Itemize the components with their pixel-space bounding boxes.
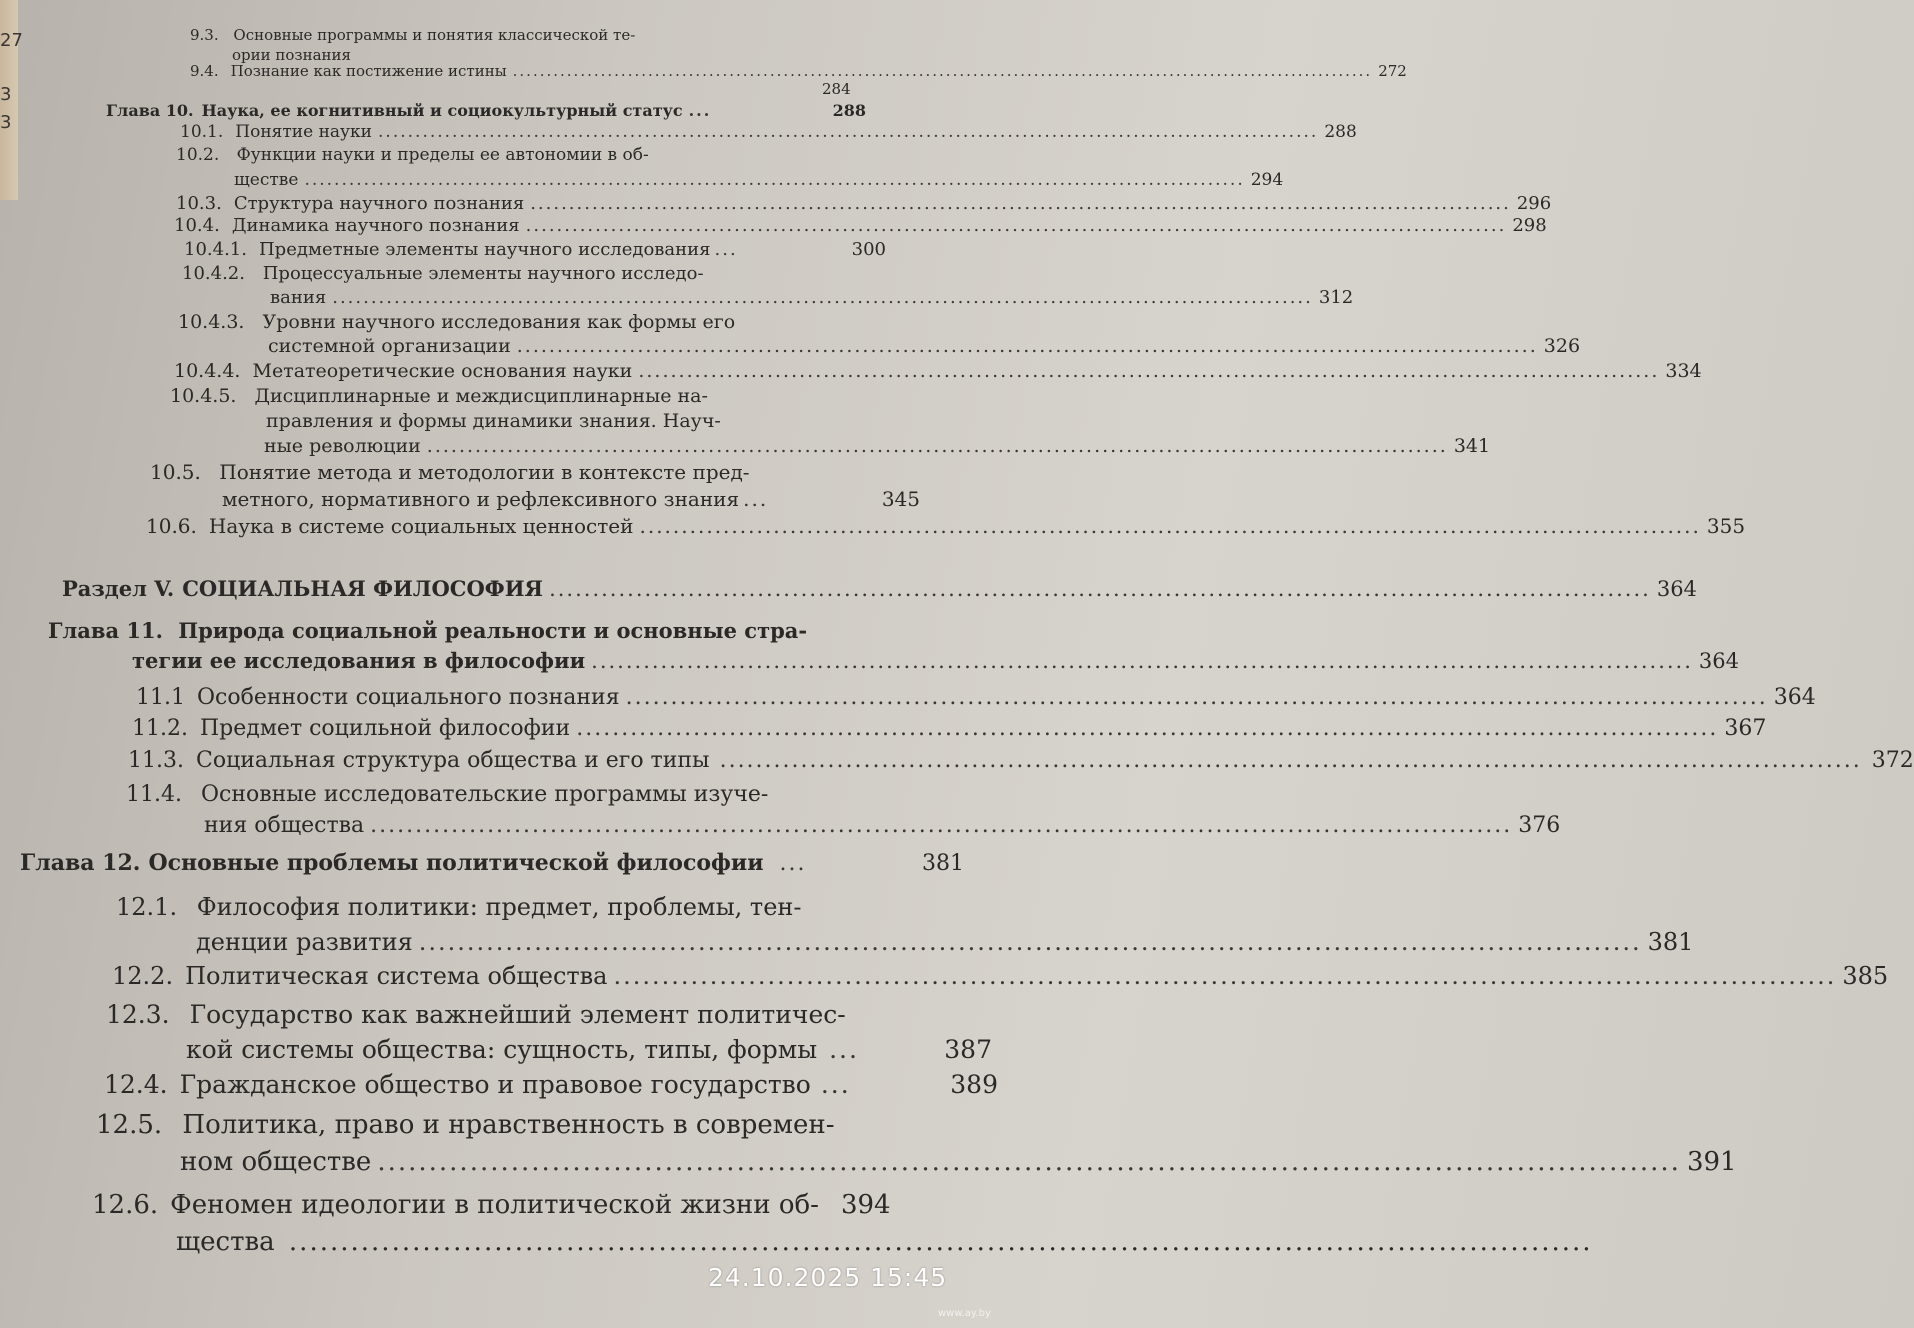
dot-leader: ............................................................................................................................... <box>377 1147 1681 1177</box>
dot-leader: ............................................................................................................................... <box>332 287 1313 308</box>
chapter-title-continued: тегии ее исследования в философии <box>132 648 586 673</box>
margin-mark: 3 <box>0 84 12 105</box>
page-number: 381 <box>922 851 964 876</box>
entry-title: Функции науки и пределы ее автономии в об- <box>236 145 649 165</box>
dot-leader: ............................................................................................................................... <box>418 928 1642 956</box>
entry-title-continued: ории познания <box>232 46 352 64</box>
toc-entry-10-4-3-cont <box>268 335 1581 357</box>
toc-entry-10-4-1 <box>184 239 886 260</box>
entry-number: 10.6. <box>146 514 197 538</box>
page-number: 389 <box>950 1070 998 1099</box>
chapter-title: Основные проблемы политической философии <box>148 850 764 876</box>
toc-entry-10-5-cont <box>222 487 920 511</box>
entry-title: Особенности социального познания <box>196 685 620 710</box>
entry-title: Структура научного познания <box>233 193 525 214</box>
entry-number: 11.1 <box>136 685 185 710</box>
toc-entry-11-1 <box>136 685 1816 710</box>
toc-entry-10-2-cont <box>234 170 1284 190</box>
entry-title: Понятие метода и методологии в контексте пред- <box>219 460 750 484</box>
entry-title-continued: правления и формы динамики знания. Науч- <box>266 410 721 432</box>
entry-number: 11.3. <box>128 748 184 773</box>
entry-number: 11.4. <box>126 782 182 807</box>
entry-title: Предметные элементы научного исследования <box>258 239 711 260</box>
toc-chapter-12 <box>20 850 964 876</box>
entry-number: 9.4. <box>190 62 219 80</box>
chapter-label: Глава 10. <box>106 101 194 120</box>
chapter-title: Природа социальной реальности и основные стра- <box>178 618 808 643</box>
toc-entry-12-2 <box>112 962 1889 990</box>
entry-title: Основные исследовательские программы изуче- <box>200 782 769 807</box>
entry-number: 10.2. <box>176 145 220 165</box>
entry-title: Политическая система общества <box>185 962 608 990</box>
page-number: 294 <box>1250 170 1284 190</box>
entry-title: Уровни научного исследования как формы его <box>262 311 736 333</box>
toc-entry-11-4 <box>126 782 768 807</box>
margin-mark: 3 <box>0 112 12 133</box>
entry-title-continued: кой системы общества: сущность, типы, формы <box>186 1035 818 1064</box>
chapter-title: Наука, ее когнитивный и социокультурный статус <box>201 101 683 120</box>
dot-leader: ............................................................................................................................... <box>304 170 1245 190</box>
dot-leader: ............................................................................................................................... <box>512 62 1373 80</box>
dot-leader: ............................................................................................................................... <box>639 514 1701 538</box>
dot-leader: ... <box>779 851 807 876</box>
entry-number: 12.6. <box>92 1190 159 1220</box>
toc-entry-12-6-cont <box>176 1227 1593 1257</box>
page-number: 394 <box>840 1190 891 1220</box>
entry-title: Дисциплинарные и междисциплинарные на- <box>254 385 708 407</box>
entry-number: 11.2. <box>132 716 188 741</box>
toc-entry-10-6 <box>146 514 1746 538</box>
page-number: 355 <box>1706 514 1746 538</box>
entry-title-continued: ные революции <box>264 435 421 457</box>
toc-chapter-10 <box>106 101 866 120</box>
dot-leader: ............................................................................................................................... <box>426 435 1448 457</box>
page-number: 345 <box>881 487 920 511</box>
page-number: 300 <box>851 239 886 260</box>
chapter-label: Глава 12. <box>20 850 141 876</box>
dot-leader: ... <box>829 1035 859 1064</box>
toc-entry-10-4-2 <box>182 263 704 284</box>
page-number: 391 <box>1686 1147 1737 1177</box>
entry-title-continued: метного, нормативного и рефлексивного знания <box>222 487 740 511</box>
entry-number: 10.4.3. <box>178 311 245 333</box>
page-number: 367 <box>1724 716 1767 741</box>
entry-title: Процессуальные элементы научного исследо- <box>262 263 704 284</box>
photo-timestamp: 24.10.2025 15:45 <box>708 1263 948 1292</box>
page-number: 364 <box>1698 649 1739 673</box>
entry-number: 10.4.1. <box>184 239 247 260</box>
entry-title: Познание как постижение истины <box>230 62 507 80</box>
toc-entry-10-2 <box>176 145 649 165</box>
dot-leader: ............................................................................................................................... <box>591 649 1693 673</box>
toc-part-5 <box>62 576 1697 601</box>
part-title: СОЦИАЛЬНАЯ ФИЛОСОФИЯ <box>182 576 544 601</box>
toc-entry-12-3 <box>106 1000 846 1029</box>
page-number: 326 <box>1543 335 1581 357</box>
entry-title: Предмет социльной философии <box>199 716 571 741</box>
dot-leader: ... <box>743 487 769 511</box>
page-number: 296 <box>1516 193 1552 214</box>
toc-entry-10-3 <box>176 193 1552 214</box>
entry-title: Динамика научного познания <box>231 215 520 236</box>
page-number: 312 <box>1318 287 1354 308</box>
entry-number: 12.4. <box>104 1070 168 1099</box>
entry-number: 10.4. <box>174 215 220 236</box>
toc-entry-11-3 <box>128 748 1914 773</box>
toc-entry-12-5 <box>96 1110 834 1140</box>
toc-entry-11-4-cont <box>204 813 1561 838</box>
entry-title: Основные программы и понятия классической те- <box>233 26 636 44</box>
dot-leader: ............................................................................................................................... <box>516 335 1538 357</box>
entry-title-continued: денции развития <box>196 928 413 956</box>
toc-entry-10-4-5-cont <box>264 435 1491 457</box>
entry-title: Понятие науки <box>235 122 373 142</box>
toc-entry-9-4 <box>190 62 1407 80</box>
entry-number: 10.1. <box>180 122 224 142</box>
toc-entry-11-2 <box>132 716 1767 741</box>
entry-title: Государство как важнейший элемент политичес- <box>189 1000 846 1029</box>
dot-leader: ............................................................................................................................... <box>378 122 1319 142</box>
entry-title: Социальная структура общества и его типы <box>195 748 710 773</box>
page-number: 298 <box>1512 215 1547 236</box>
watermark: www.ay.by <box>938 1308 991 1319</box>
page-number: 334 <box>1665 360 1702 382</box>
page-number: 372 <box>1871 748 1914 773</box>
page-number: 364 <box>1656 577 1697 601</box>
dot-leader: ............................................................................................................................... <box>625 685 1768 710</box>
page-number: 284 <box>822 80 851 98</box>
entry-number: 10.5. <box>150 460 201 484</box>
entry-title: Философия политики: предмет, проблемы, тен- <box>196 893 802 921</box>
dot-leader: ............................................................................................................................... <box>576 716 1719 741</box>
toc-entry-10-4-3 <box>178 311 735 333</box>
entry-number: 10.4.5. <box>170 385 237 407</box>
dot-leader: ............................................................................................................................... <box>638 360 1660 382</box>
dot-leader: ............................................................................................................................... <box>288 1227 1593 1257</box>
toc-entry-12-1-cont <box>196 928 1694 956</box>
dot-leader: ... <box>714 239 738 260</box>
margin-mark: 27 <box>0 30 23 51</box>
dot-leader: ............................................................................................................................... <box>525 215 1507 236</box>
entry-number: 9.3. <box>190 26 219 44</box>
page-number: 364 <box>1773 685 1816 710</box>
entry-title: Феномен идеологии в политической жизни об- <box>170 1190 819 1220</box>
toc-entry-10-4-2-cont <box>270 287 1354 308</box>
entry-title: Политика, право и нравственность в современ- <box>182 1110 835 1140</box>
dot-leader: ... <box>688 101 712 120</box>
entry-number: 12.5. <box>96 1110 163 1140</box>
toc-entry-10-4 <box>174 215 1547 236</box>
entry-number: 12.3. <box>106 1000 170 1029</box>
page-number: 381 <box>1647 928 1694 956</box>
entry-title: Гражданское общество и правовое государство <box>179 1070 811 1099</box>
entry-number: 12.1. <box>116 893 178 921</box>
chapter-label: Глава 11. <box>48 618 163 643</box>
toc-entry-10-5 <box>150 460 750 484</box>
toc-entry-10-1 <box>180 122 1357 142</box>
toc-entry-9-3 <box>190 26 635 44</box>
dot-leader: ............................................................................................................................... <box>530 193 1511 214</box>
page-number: 387 <box>944 1035 992 1064</box>
page-number: 341 <box>1453 435 1491 457</box>
dot-leader: ... <box>820 1070 851 1099</box>
toc-entry-12-6 <box>92 1190 1000 1220</box>
entry-number: 12.2. <box>112 962 174 990</box>
entry-title: Метатеоретические основания науки <box>252 360 633 382</box>
dot-leader: ............................................................................................................................... <box>549 577 1651 601</box>
dot-leader: ............................................................................................................................... <box>370 813 1513 838</box>
page-number: 385 <box>1842 962 1889 990</box>
entry-title-continued: ществе <box>234 170 299 190</box>
toc-entry-12-3-cont <box>186 1035 992 1064</box>
page-number: 272 <box>1378 62 1407 80</box>
toc-entry-10-4-4 <box>174 360 1702 382</box>
entry-title-continued: ния общества <box>204 813 365 838</box>
toc-entry-12-4 <box>104 1070 998 1099</box>
page-number: 288 <box>1324 122 1357 142</box>
dot-leader: ............................................................................................................................... <box>719 748 1862 773</box>
page-number: 376 <box>1518 813 1561 838</box>
entry-title-continued: вания <box>270 287 327 308</box>
entry-number: 10.4.4. <box>174 360 241 382</box>
page-number: 288 <box>832 101 866 120</box>
part-label: Раздел V. <box>62 576 175 601</box>
toc-entry-10-4-5 <box>170 385 708 407</box>
toc-entry-12-5-cont <box>180 1147 1737 1177</box>
entry-title-continued: щества <box>176 1227 275 1257</box>
entry-number: 10.3. <box>176 193 222 214</box>
entry-title-continued: системной организации <box>268 335 511 357</box>
entry-number: 10.4.2. <box>182 263 245 284</box>
entry-title: Наука в системе социальных ценностей <box>208 514 634 538</box>
dot-leader: ............................................................................................................................... <box>613 962 1837 990</box>
toc-chapter-11-cont <box>132 648 1739 673</box>
toc-chapter-11 <box>48 618 807 643</box>
toc-entry-12-1 <box>116 893 802 921</box>
entry-title-continued: ном обществе <box>180 1147 372 1177</box>
